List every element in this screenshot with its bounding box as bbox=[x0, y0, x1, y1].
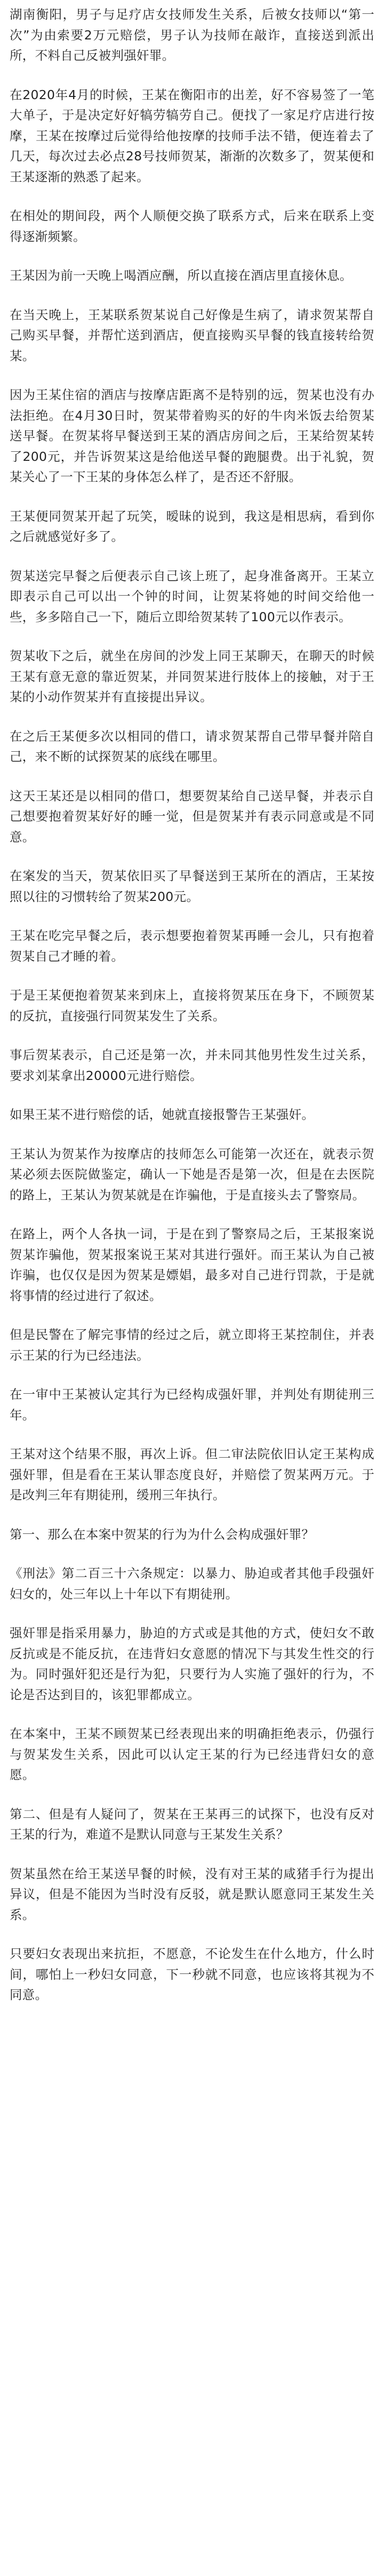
paragraph-incident-day: 在案发的当天，贺某依旧买了早餐送到王某所在的酒店，王某按照以往的习惯转给了贺某200元。 bbox=[10, 868, 374, 904]
paragraph-hotel-rest: 王某因为前一天晚上喝酒应酬，所以直接在酒店里直接休息。 bbox=[10, 268, 353, 283]
paragraph-second-trial: 王某对这个结果不服，再次上诉。但二审法院依旧认定王某构成强奸罪，但是看在王某认罪态度良好，并赔偿了贺某两万元。于是改判三年有期徒刑，缓刑三年执行。 bbox=[10, 1447, 374, 1502]
paragraph-rape-definition: 强奸罪是指采用暴力，胁迫的方式或是其他的方式，使妇女不敢反抗或是不能反抗，在违背妇女意愿的情况下与其发生性交的行为。同时强奸犯还是行为犯，只要行为人实施了强奸的行为，不论是否达到目的，该犯罪都成立。 bbox=[10, 1626, 374, 1702]
paragraph-compensation-demand: 事后贺某表示，自己还是第一次，并未同其他男性发生过关系，要求刘某拿出20000元进行赔偿。 bbox=[10, 1047, 374, 1083]
paragraph-same-excuse: 这天王某还是以相同的借口，想要贺某给自己送早餐，并表示自己想要抱着贺某好好的睡一觉，但是贺某并有表示同意或是不同意。 bbox=[10, 788, 374, 844]
paragraph-incident: 于是王某便抱着贺某来到床上，直接将贺某压在身下，不顾贺某的反抗，直接强行同贺某发生了关系。 bbox=[10, 988, 374, 1023]
paragraph-hospital-trip: 王某认为贺某作为按摩店的技师怎么可能第一次还在，就表示贺某必须去医院做鉴定，确认一下她是否是第一次，但是在去医院的路上，王某认为贺某就是在诈骗他，于是直接头去了警察局。 bbox=[10, 1146, 374, 1202]
paragraph-police-control: 但是民警在了解完事情的经过之后，就立即将王某控制住，并表示王某的行为已经违法。 bbox=[10, 1327, 374, 1363]
paragraph-case-analysis: 在本案中，王某不顾贺某已经表现出来的明确拒绝表示，仍强行与贺某发生关系，因此可以认定王某的行为已经违背妇女的意愿。 bbox=[10, 1726, 374, 1782]
paragraph-intro: 湖南衡阳，男子与足疗店女技师发生关系，后被女技师以“第一次”为由索要2万元赔偿，男子认为技师在敲诈，直接送到派出所，不料自己反被判强奸罪。 bbox=[10, 7, 374, 63]
paragraph-question-one: 第一、那么在本案中贺某的行为为什么会构成强奸罪？ bbox=[10, 1526, 315, 1542]
paragraph-question-two: 第二、但是有人疑问了，贺某在王某再三的试探下，也没有反对王某的行为，难道不是默认同意与王某发生关系？ bbox=[10, 1806, 374, 1842]
paragraph-breakfast-request: 在当天晚上，王某联系贺某说自己好像是生病了，请求贺某帮自己购买早餐，并帮忙送到酒店，便直接购买早餐的钱直接转给贺某。 bbox=[10, 307, 374, 363]
paragraph-no-objection: 贺某虽然在给王某送早餐的时候，没有对王某的咸猪手行为提出异议，但是不能因为当时没有反驳，就是默认愿意同王某发生关系。 bbox=[10, 1866, 374, 1922]
paragraph-joke: 王某便同贺某开起了玩笑，暧昧的说到，我这是相思病，看到你之后就感觉好多了。 bbox=[10, 508, 374, 544]
paragraph-first-trial: 在一审中王某被认定其行为已经构成强奸罪，并判处有期徒刑三年。 bbox=[10, 1387, 374, 1423]
paragraph-threat: 如果王某不进行赔偿的话，她就直接报警告王某强奸。 bbox=[10, 1107, 315, 1122]
paragraph-background: 在2020年4月的时候，王某在衡阳市的出差，好不容易签了一笔大单子，于是决定好好犒劳犒劳自己。便找了一家足疗店进行按摩，王某在按摩过后觉得给他按摩的技师手法不错，便连着去了几天，每次过去必点28号技师贺某，渐渐的次数多了，贺某便和王某逐渐的熟悉了起来。 bbox=[10, 87, 374, 184]
paragraph-after-breakfast: 王某在吃完早餐之后，表示想要抱着贺某再睡一会儿，只有抱着贺某自己才睡的着。 bbox=[10, 928, 374, 964]
paragraph-chat: 贺某收下之后，就坐在房间的沙发上同王某聊天，在聊天的时候王某有意无意的靠近贺某，并同贺某进行肢体上的接触，对于王某的小动作贺某并有直接提出异议。 bbox=[10, 648, 374, 704]
paragraph-consent: 只要妇女表现出来抗拒，不愿意，不论发生在什么地方，什么时间，哪怕上一秒妇女同意，下一秒就不同意，也应该将其视为不同意。 bbox=[10, 1946, 374, 2002]
paragraph-contact-exchange: 在相处的期间段，两个人顺便交换了联系方式，后来在联系上变得逐渐频繁。 bbox=[10, 208, 374, 244]
paragraph-extra-time: 贺某送完早餐之后便表示自己该上班了，起身准备离开。王某立即表示自己可以出一个钟的时间，让贺某将她的时间交给他一些，多多陪自己一下，随后立即给贺某转了100元以作表示。 bbox=[10, 568, 374, 624]
paragraph-criminal-law: 《刑法》第二百三十六条规定：以暴力、胁迫或者其他手段强奸妇女的，处三年以上十年以下有期徒刑。 bbox=[10, 1566, 374, 1602]
paragraph-breakfast-delivery: 因为王某住宿的酒店与按摩店距离不是特别的远，贺某也没有办法拒绝。在4月30日时，贺某带着购买的好的牛肉米饭去给贺某送早餐。在贺某将早餐送到王某的酒店房间之后，王某给贺某转了200元，并告诉贺某这是给他送早餐的跑腿费。出于礼貌，贺某关心了一下王某的身体怎么样了，是否还不舒服。 bbox=[10, 387, 374, 484]
paragraph-police-report: 在路上，两个人各执一词，于是在到了警察局之后，王某报案说贺某诈骗他，贺某报案说王某对其进行强奸。而王某认为自己被诈骗，也仅仅是因为贺某是嫖娼，最多对自己进行罚款，于是就将事情的经过进行了叙述。 bbox=[10, 1226, 374, 1303]
paragraph-testing: 在之后王某便多次以相同的借口，请求贺某帮自己带早餐并陪自己，来不断的试探贺某的底线在哪里。 bbox=[10, 728, 374, 764]
